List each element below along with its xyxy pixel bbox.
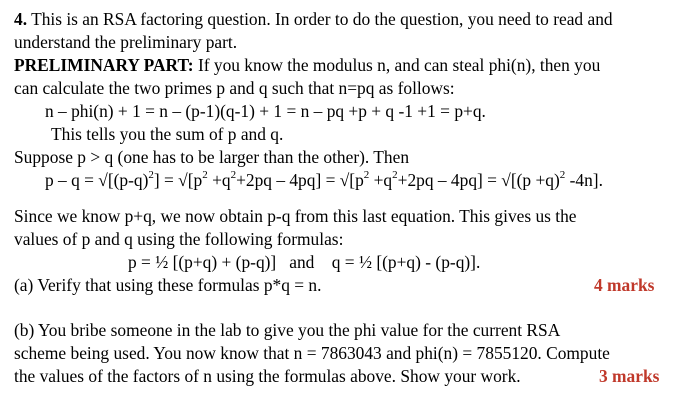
part-b-line-3: the values of the factors of n using the formulas above. Show your work. [14,366,521,386]
formulas-line: p = ½ [(p+q) + (p-q)] and q = ½ [(p+q) - (p-q)]. [128,252,481,272]
diff-sup-2: 2 [202,169,208,182]
since-line-1: Since we know p+q, we now obtain p-q from this last equation. This gives us the [14,206,577,226]
part-b-line-1: (b) You bribe someone in the lab to give you the phi value for the current RSA [14,320,561,340]
suppose-line: Suppose p > q (one has to be larger than the other). Then [14,147,410,167]
prelim-heading: PRELIMINARY PART: [14,55,194,75]
since-line-2: values of p and q using the following formulas: [14,229,344,249]
part-b-line-2: scheme being used. You now know that n = 7863043 and phi(n) = 7855120. Compute [14,343,610,363]
sum-equation: n – phi(n) + 1 = n – (p-1)(q-1) + 1 = n – pq +p + q -1 +1 = p+q. [45,101,486,121]
diff-sup-4: 2 [363,169,370,182]
diff-sup-5: 2 [392,169,398,182]
diff-sup-3: 2 [230,169,237,182]
diff-sup-1: 2 [148,169,154,182]
sum-note: This tells you the sum of p and q. [51,124,284,144]
diff-part-e: +q [369,170,393,190]
part-a-marks: 4 marks [594,275,655,295]
prelim-line-2: can calculate the two primes p and q such that n=pq as follows: [14,78,455,98]
intro-text-1: This is an RSA factoring question. In order to do the question, you need to read and [27,9,613,29]
diff-part-d: +2pq – 4pq] = √[p [236,170,364,190]
difference-equation [45,170,603,191]
part-b-marks: 3 marks [599,366,660,386]
part-a-text: (a) Verify that using these formulas p*q = n. [14,275,322,295]
prelim-line-1 [14,55,600,76]
diff-part-a: p – q = √[(p-q) [45,170,149,190]
diff-part-c: +q [207,170,231,190]
diff-part-b: ] = √[p [153,170,203,190]
intro-line-1 [14,9,613,30]
intro-line-2: understand the preliminary part. [14,32,238,52]
prelim-text-1: If you know the modulus n, and can steal phi(n), then you [193,55,601,75]
question-number: 4. [14,9,28,29]
diff-part-f: +2pq – 4pq] = √[(p +q) [397,170,560,190]
diff-sup-6: 2 [559,169,566,182]
diff-part-g: -4n]. [565,170,603,190]
